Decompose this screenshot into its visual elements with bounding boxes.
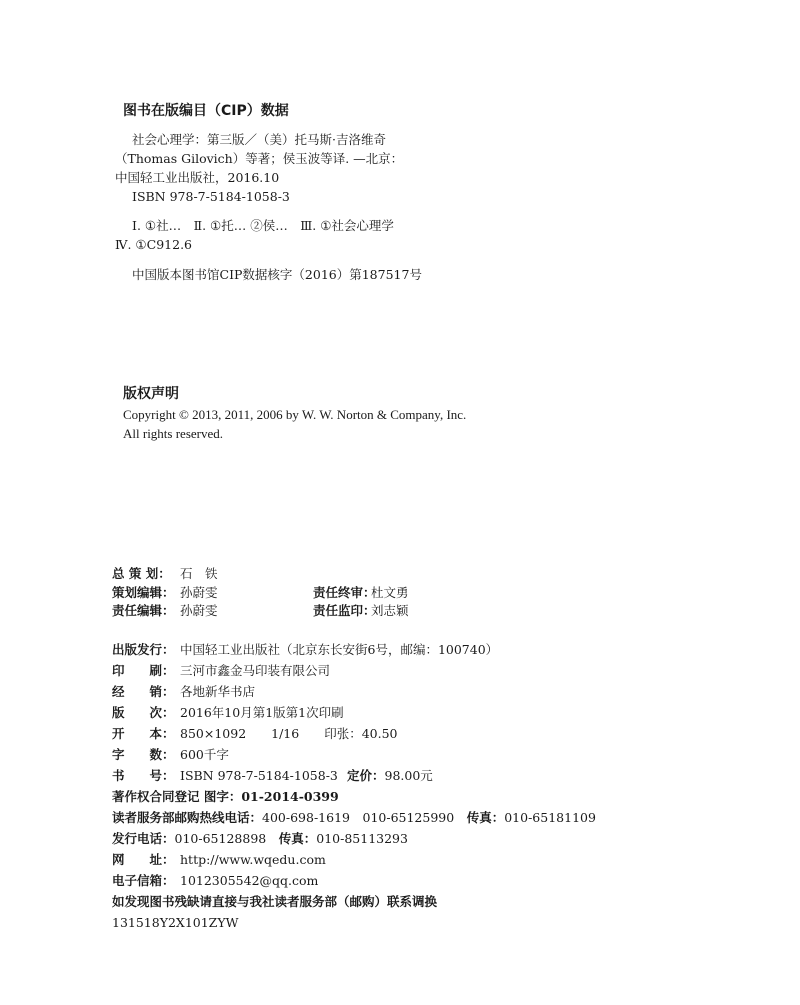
pub-label: 电子信箱： <box>112 873 175 888</box>
pub-label: 发行电话： <box>112 831 175 846</box>
pub-label: 版 次： <box>112 705 175 720</box>
pub-value: 010-85113293 <box>316 831 408 846</box>
pub-row <box>112 642 498 658</box>
credit-value: 孙蔚雯 <box>180 585 218 600</box>
credit-label: 责任编辑： <box>112 603 175 618</box>
credit-row <box>112 585 218 601</box>
credit-label: 责任监印： <box>313 603 376 618</box>
price-value: 98.00元 <box>384 768 433 783</box>
pub-label: 印 刷： <box>112 663 175 678</box>
credit-label: 总 策 划： <box>112 566 171 581</box>
pub-value: 600千字 <box>180 747 229 762</box>
pub-label: 传真： <box>466 810 505 825</box>
copyright-line: All rights reserved. <box>123 426 224 441</box>
pub-value: 010-65128898 <box>174 831 279 846</box>
pub-row <box>112 663 330 679</box>
pub-label: 读者服务部邮购热线电话： <box>112 810 263 825</box>
pub-label: 出版发行： <box>112 642 175 657</box>
credit-row <box>112 566 218 582</box>
cip-classification: Ⅰ. ①社… Ⅱ. ①托… ②侯… Ⅲ. ①社会心理学 <box>132 218 394 233</box>
pub-value: ISBN 978-7-5184-1058-3 <box>180 768 338 783</box>
price-label: 定价： <box>347 768 385 783</box>
credit-value: 孙蔚雯 <box>180 603 218 618</box>
pub-value: 各地新华书店 <box>180 684 256 699</box>
credit-row <box>313 585 409 601</box>
pub-label: 网 址： <box>112 852 175 867</box>
copyright-heading: 版权声明 <box>123 386 179 402</box>
pub-value: 中国轻工业出版社（北京东长安街6号，邮编：100740） <box>180 642 499 657</box>
credit-value: 刘志颖 <box>371 603 409 618</box>
email-address: 1012305542@qq.com <box>180 873 319 888</box>
pub-row <box>112 684 255 700</box>
price-row <box>347 768 433 784</box>
pub-label: 字 数： <box>112 747 175 762</box>
book-code: 131518Y2X101ZYW <box>112 915 239 930</box>
pub-label: 书 号： <box>112 768 175 783</box>
credit-row <box>112 603 218 619</box>
pub-label: 传真： <box>278 831 317 846</box>
cip-line: （Thomas Gilovich）等著；侯玉波等译. —北京： <box>115 151 404 166</box>
cip-record-number: 中国版本图书馆CIP数据核字（2016）第187517号 <box>132 267 422 282</box>
cip-line: 社会心理学：第三版／（美）托马斯·吉洛维奇 <box>132 132 386 147</box>
cip-classification: Ⅳ. ①C912.6 <box>115 237 192 252</box>
pub-value: 三河市鑫金马印装有限公司 <box>180 663 331 678</box>
credit-row <box>313 603 409 619</box>
copyright-line: Copyright © 2013, 2011, 2006 by W. W. Norton & Company, Inc. <box>123 407 467 422</box>
pub-row <box>112 852 326 868</box>
pub-row <box>112 831 408 847</box>
pub-label: 经 销： <box>112 684 175 699</box>
credit-value: 石 铁 <box>180 566 218 581</box>
credit-value: 杜文勇 <box>371 585 409 600</box>
pub-row <box>112 810 596 826</box>
pub-value: 2016年10月第1版第1次印刷 <box>180 705 344 720</box>
pub-row <box>112 747 229 763</box>
credit-label: 责任终审： <box>313 585 376 600</box>
pub-label: 开 本： <box>112 726 175 741</box>
cip-line: 中国轻工业出版社，2016.10 <box>115 170 280 185</box>
cip-heading: 图书在版编目（CIP）数据 <box>123 103 289 119</box>
pub-value: 010-65181109 <box>504 810 596 825</box>
pub-row <box>112 873 318 889</box>
website-link: http://www.wqedu.com <box>180 852 326 867</box>
pub-row <box>112 705 344 721</box>
credit-label: 策划编辑： <box>112 585 175 600</box>
defect-notice: 如发现图书残缺请直接与我社读者服务部（邮购）联系调换 <box>112 894 438 909</box>
pub-row <box>112 768 338 784</box>
pub-value: 400-698-1619 010-65125990 <box>262 810 467 825</box>
contract-registration: 著作权合同登记 图字：01-2014-0399 <box>112 789 339 804</box>
cip-isbn: ISBN 978-7-5184-1058-3 <box>132 189 290 204</box>
pub-row <box>112 726 398 742</box>
pub-value: 850×1092 1/16 印张：40.50 <box>180 726 398 741</box>
